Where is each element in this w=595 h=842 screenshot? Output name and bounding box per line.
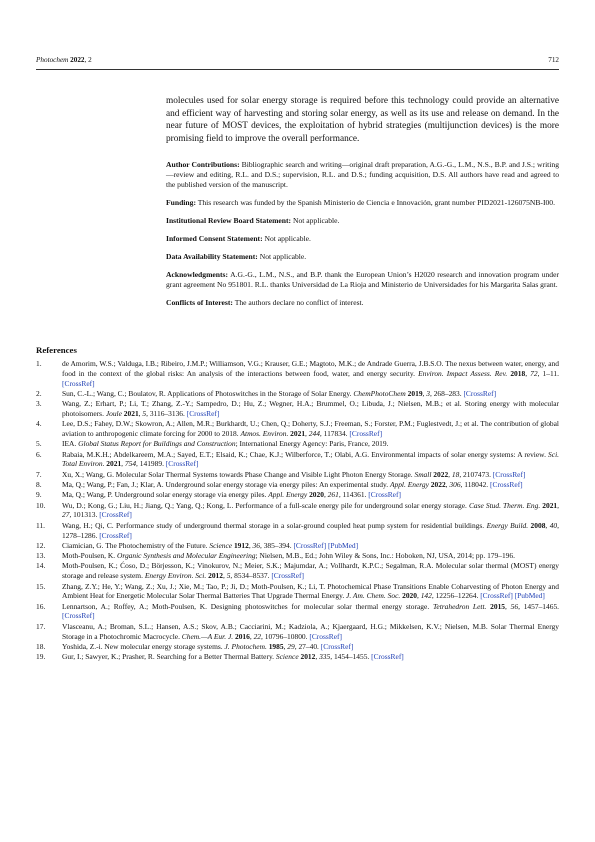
reference-source: 56 [510,601,519,611]
reference-text [62,521,559,541]
reference-source: Case Stud. Therm. Eng. [468,500,541,510]
reference-segment: , [249,631,254,641]
reference-item [36,582,559,602]
reference-source: Appl. Energy [268,490,308,500]
reference-number: 17. [36,621,46,631]
reference-segment: , 3116–3136. [146,408,187,418]
reference-source: 40 [549,520,558,530]
crossref-link[interactable]: [CrossRef] [293,540,327,550]
reference-source: J. Photochem. [224,641,267,651]
statement-text: A.G.-G., L.M., N.S., and B.P. thank the European Union’s H2020 research and innovation program under grant agreement No 951801. R.L. thanks Universidad de La Rioja and Ministerio de Universidades for his Margarita Salas grant. [166,270,559,290]
statement-paragraph [166,160,559,190]
reference-segment: , 114361. [338,490,369,500]
reference-text [62,480,559,490]
reference-text [62,450,559,470]
crossref-link[interactable]: [CrossRef] [99,510,132,520]
reference-list [36,359,559,662]
reference-segment: Rabaia, M.K.H.; Abdelkareem, M.A.; Sayed, E.T.; Elsaid, K.; Chae, K.J.; Wilberforce, T.; Olabi, A.G. Environmental impacts of solar energy systems: A review. [62,449,549,459]
crossref-link[interactable]: [CrossRef] [62,611,95,621]
reference-text [62,551,559,561]
reference-year: 2018 [510,368,526,378]
reference-year: 2008 [530,520,546,530]
reference-segment: Sun, C.-L.; Wang, C.; Boulatov, R. Applications of Photoswitches in the Storage of Solar Energy. [62,388,354,398]
statement-paragraph [166,298,559,308]
reference-year: 2016 [234,631,250,641]
reference-item [36,521,559,541]
reference-segment: Gur, I.; Sawyer, K.; Prasher, R. Searching for a Better Thermal Battery. [62,652,276,662]
main-text [166,95,559,316]
reference-number: 3. [36,399,42,409]
statement-label: Author Contributions: [166,160,240,170]
reference-year: 2021 [123,408,139,418]
reference-year: 2019 [407,388,423,398]
reference-item [36,389,559,399]
reference-item [36,501,559,521]
crossref-link[interactable]: [CrossRef] [99,530,132,540]
reference-number: 11. [36,520,46,530]
reference-segment: , [323,490,328,500]
reference-source: 72 [530,368,538,378]
journal-volume: , 2 [84,56,92,64]
reference-segment: Ma, Q.; Wang, P.; Fan, J.; Klar, A. Underground solar energy storage via energy piles: An experimental study. [62,480,390,490]
reference-source: 306 [449,480,461,490]
reference-segment: , [422,388,427,398]
reference-source: Science [209,540,233,550]
reference-number: 13. [36,551,46,561]
crossref-link[interactable]: [CrossRef] [320,641,354,651]
page-number: 712 [548,56,559,64]
reference-item [36,541,559,551]
reference-number: 5. [36,439,42,449]
reference-source: 36 [252,540,260,550]
reference-text [62,602,559,622]
reference-source: 22 [253,631,261,641]
reference-source: Small [414,469,432,479]
statement-label: Acknowledgments: [166,270,229,280]
reference-segment: , [505,601,511,611]
reference-number: 10. [36,500,46,510]
reference-item [36,652,559,662]
reference-year: 1912 [233,540,249,550]
reference-text [62,582,559,602]
reference-text [62,359,559,388]
crossref-link[interactable]: [CrossRef] [62,378,95,388]
reference-year: 2022 [433,469,449,479]
crossref-link[interactable]: [CrossRef] [492,469,526,479]
statement-text: Not applicable. [262,234,311,244]
reference-source: 142 [420,591,432,601]
reference-item [36,470,559,480]
statement-text: Bibliographic search and writing—original draft preparation, A.G.-G., L.M., N.S., B.P. and J.S.; writing—review and editing, R.L. and D.S.; supervision, R.L. and D.S.; funding acquisition, D.S. All authors have read and agreed to the published version of the manuscript. [166,160,559,190]
statement-text: This research was funded by the Spanish Ministerio de Ciencia e Innovación, grant number PID2021-126075NB-I00. [195,198,555,208]
header-rule [36,69,559,70]
reference-segment: , [525,368,531,378]
reference-text [62,490,559,500]
reference-text [62,419,559,439]
reference-source: 18 [451,469,460,479]
pubmed-link[interactable]: [PubMed] [514,591,545,601]
reference-text [62,389,559,399]
reference-item [36,490,559,500]
reference-year: 2012 [300,652,316,662]
reference-text [62,541,559,551]
reference-item [36,359,559,388]
statement-paragraph [166,270,559,290]
reference-segment: , 1457–1465. [518,601,560,611]
reference-source: 5 [142,408,147,418]
reference-source: Tetrahedron Lett. [432,601,487,611]
reference-text [62,399,559,419]
reference-segment: Zhang, Z.Y.; He, Y.; Wang, Z.; Xu, J.; Xie, M.; Tao, P.; Ji, D.; Moth-Poulsen, K.; Li, T. Photochemical Phase Transitions Enable Coharvesting of Photon Energy and Ambient Heat for Energetic Molecular Solar Thermal Batteries That Upgrade Thermal Energy. [62,581,559,601]
reference-segment: , [121,459,125,469]
crossref-link[interactable]: [CrossRef] [309,631,342,641]
reference-segment: Wang, Z.; Erhart, P.; Li, T.; Zhang, Z.-Y.; Sampedro, D.; Hu, Z.; Wegner, H.A.; Brummel, O.; Libuda, J.; Nielsen, M.B.; et al. Storing energy with molecular photoisomers. [62,399,559,418]
pubmed-link[interactable]: [PubMed] [327,540,359,550]
reference-segment: , 101313. [69,510,100,520]
statement-text: Not applicable. [291,216,340,226]
reference-segment: , 141989. [136,459,166,469]
reference-year: 2020 [309,490,324,500]
reference-segment: , [248,540,253,550]
statement-label: Data Availability Statement: [166,252,258,262]
reference-segment: Vlasceanu, A.; Broman, S.L.; Hansen, A.S.; Skov, A.B.; Cacciarini, M.; Kadziola, A.; Kjaergaard, H.G.; Mikkelsen, K.V.; Nielsen, M.B. Solar Thermal Energy Storage in a Photochromic Macrocycle. [62,621,559,641]
reference-segment: , [222,571,227,581]
reference-year: 2021 [542,500,558,510]
reference-text [62,652,559,662]
reference-item [36,419,559,439]
reference-year: 2021 [290,429,306,439]
reference-year: 2015 [490,601,506,611]
reference-item [36,480,559,490]
reference-year: 2012 [208,571,223,581]
reference-source: 754 [124,459,137,469]
statement-label: Informed Consent Statement: [166,234,263,244]
reference-source: Atmos. Environ. [240,429,289,439]
reference-year: 1985 [268,641,284,651]
reference-text [62,642,559,652]
reference-number: 12. [36,540,46,550]
reference-number: 1. [36,359,42,368]
reference-number: 18. [36,641,46,651]
journal-year: 2022 [70,56,85,64]
reference-segment: , [416,591,421,601]
crossref-link[interactable]: [CrossRef] [271,571,304,581]
reference-segment: , [448,469,452,479]
reference-segment: , 268–283. [429,388,464,398]
references-section [36,345,559,662]
reference-segment: , 12256–12264. [431,591,481,601]
reference-segment: , 1278–1286. [62,520,559,540]
reference-number: 2. [36,388,42,398]
reference-segment: , [138,408,143,418]
reference-number: 19. [36,652,46,662]
reference-segment: , 10796–10800. [261,631,310,641]
reference-source: Chem.—A Eur. J. [181,631,234,641]
reference-item [36,450,559,470]
reference-segment: Wang, H.; Qi, C. Performance study of underground thermal storage in a solar-ground coupled heat pump system for residential buildings. [62,520,487,530]
reference-source: J. Am. Chem. Soc. [346,591,401,601]
reference-text [62,622,559,642]
statement-label: Conflicts of Interest: [166,298,233,308]
reference-item [36,551,559,561]
crossref-link[interactable]: [CrossRef] [463,388,497,398]
reference-segment: , [557,500,559,510]
reference-number: 9. [36,490,42,500]
reference-segment: , 8534–8537. [230,571,272,581]
reference-segment: , 118042. [460,480,491,490]
crossref-link[interactable]: [CrossRef] [368,490,401,500]
reference-year: 2021 [106,459,122,469]
journal-citation [36,56,92,64]
reference-item [36,399,559,419]
reference-year: 2020 [402,591,417,601]
reference-segment: Lennartson, A.; Roffey, A.; Moth-Poulsen, K. Designing photoswitches for molecular solar thermal energy storage. [62,601,433,611]
reference-source: Joule [105,408,122,418]
reference-segment: , [445,480,450,490]
back-matter-sections [166,160,559,308]
reference-segment: Xu, X.; Wang, G. Molecular Solar Thermal Systems towards Phase Change and Visible Light Photon Energy Storage. [62,469,415,479]
reference-segment: de Amorim, W.S.; Valduga, I.B.; Ribeiro, J.M.P.; Williamson, V.G.; Krauser, G.E.; Magtoto, M.K.; de Andrade Guerra, J.B.S.O. The nexus between water, energy, and food in the context of the global risks: An analysis of the interactions between food, water, and energy security. [62,359,559,378]
reference-segment: , 1454–1455. [330,652,372,662]
statement-label: Funding: [166,198,196,208]
reference-number: 16. [36,601,46,611]
reference-source: Global Status Report for Buildings and Construction [78,439,236,449]
reference-segment: , [315,652,320,662]
crossref-link[interactable]: [CrossRef] [480,591,513,601]
reference-number: 4. [36,419,42,429]
statement-text: The authors declare no conflict of interest. [232,298,364,308]
reference-segment: ; International Energy Agency: Paris, France, 2019. [235,439,389,449]
reference-source: ChemPhotoChem [353,388,406,398]
reference-number: 7. [36,469,42,479]
reference-item [36,561,559,581]
crossref-link[interactable]: [CrossRef] [490,480,523,490]
reference-segment: , 117834. [319,429,350,439]
reference-source: 261 [327,490,339,500]
crossref-link[interactable]: [CrossRef] [186,408,220,418]
reference-text [62,561,559,581]
reference-segment: , 2107473. [459,469,493,479]
reference-item [36,439,559,449]
reference-text [62,470,559,480]
statement-paragraph [166,216,559,226]
statement-paragraph [166,234,559,244]
reference-text [62,439,559,449]
reference-segment: , 385–394. [259,540,294,550]
reference-source: 244 [308,429,320,439]
running-header [36,56,559,68]
reference-source: 3 [426,388,430,398]
statement-paragraph [166,252,559,262]
reference-segment: ; Nielsen, M.B., Ed.; John Wiley & Sons, Inc.: Hoboken, NJ, USA, 2014; pp. 179–196. [255,551,515,561]
reference-item [36,602,559,622]
reference-segment: IEA. [62,439,79,449]
reference-segment: Moth-Poulsen, K. [62,551,117,561]
reference-number: 6. [36,449,42,459]
journal-name: Photochem [36,56,69,64]
reference-source: 335 [319,652,331,662]
reference-source: Energy Environ. Sci. [144,571,207,581]
reference-source: Appl. Energy [389,480,429,490]
reference-segment: Moth-Poulsen, K.; Ćoso, D.; Börjesson, K.; Vinokurov, N.; Meier, S.K.; Majumdar, A.; Vollhardt, K.P.C.; Segalman, R.A. Molecular solar thermal (MOST) energy storage and release system. [62,561,559,581]
reference-segment: Wu, D.; Kong, G.; Liu, H.; Jiang, Q.; Yang, Q.; Kong, L. Performance of a full-scale energy pile for underground solar energy storage. [62,500,469,510]
statement-paragraph [166,198,559,208]
reference-segment: , [283,641,288,651]
reference-source: Environ. Impact Assess. Rev. [418,368,508,378]
reference-source: Science [275,652,299,662]
reference-source: 27 [62,510,70,520]
reference-segment: , [545,520,550,530]
reference-source: Organic Synthesis and Molecular Engineering [116,551,256,561]
reference-item [36,622,559,642]
reference-source: 5 [226,571,231,581]
intro-paragraph: molecules used for solar energy storage is required before this technology could provide an alternative and efficient way of harvesting and storing solar energy, as well as its use and release on demand. In the near future of MOST devices, the exploitation of hybrid strategies (multijunction devices) is the more promising field to improve the overall performance. [166,96,559,144]
reference-year: 2022 [430,480,446,490]
reference-number: 14. [36,561,46,571]
statement-label: Institutional Review Board Statement: [166,216,292,226]
reference-segment: Yoshida, Z.-i. New molecular energy storage systems. [62,641,225,651]
reference-source: Energy Build. [486,520,529,530]
crossref-link[interactable]: [CrossRef] [165,459,199,469]
reference-segment: , 27–40. [294,641,321,651]
reference-source: 29 [287,641,295,651]
reference-source: Sci. Total Environ. [62,449,559,469]
crossref-link[interactable]: [CrossRef] [349,429,383,439]
reference-segment: , 1–11. [537,368,560,378]
references-heading: References [36,345,77,355]
reference-number: 8. [36,480,42,490]
statement-text: Not applicable. [257,252,307,262]
reference-segment: , [305,429,309,439]
reference-segment: Ma, Q.; Wang, P. Underground solar energy storage via energy piles. [62,490,269,500]
reference-number: 15. [36,581,46,591]
crossref-link[interactable]: [CrossRef] [371,652,404,662]
reference-segment: Lee, D.S.; Fahey, D.W.; Skowron, A.; Allen, M.R.; Burkhardt, U.; Chen, Q.; Doherty, S.J.; Freeman, S.; Forster, P.M.; Fuglestvedt, J.; et al. The contribution of global aviation to anthropogenic climate forcing for 2000 to 2018. [62,419,559,439]
reference-text [62,501,559,521]
reference-segment: Ciamician, G. The Photochemistry of the Future. [62,540,210,550]
reference-item [36,642,559,652]
